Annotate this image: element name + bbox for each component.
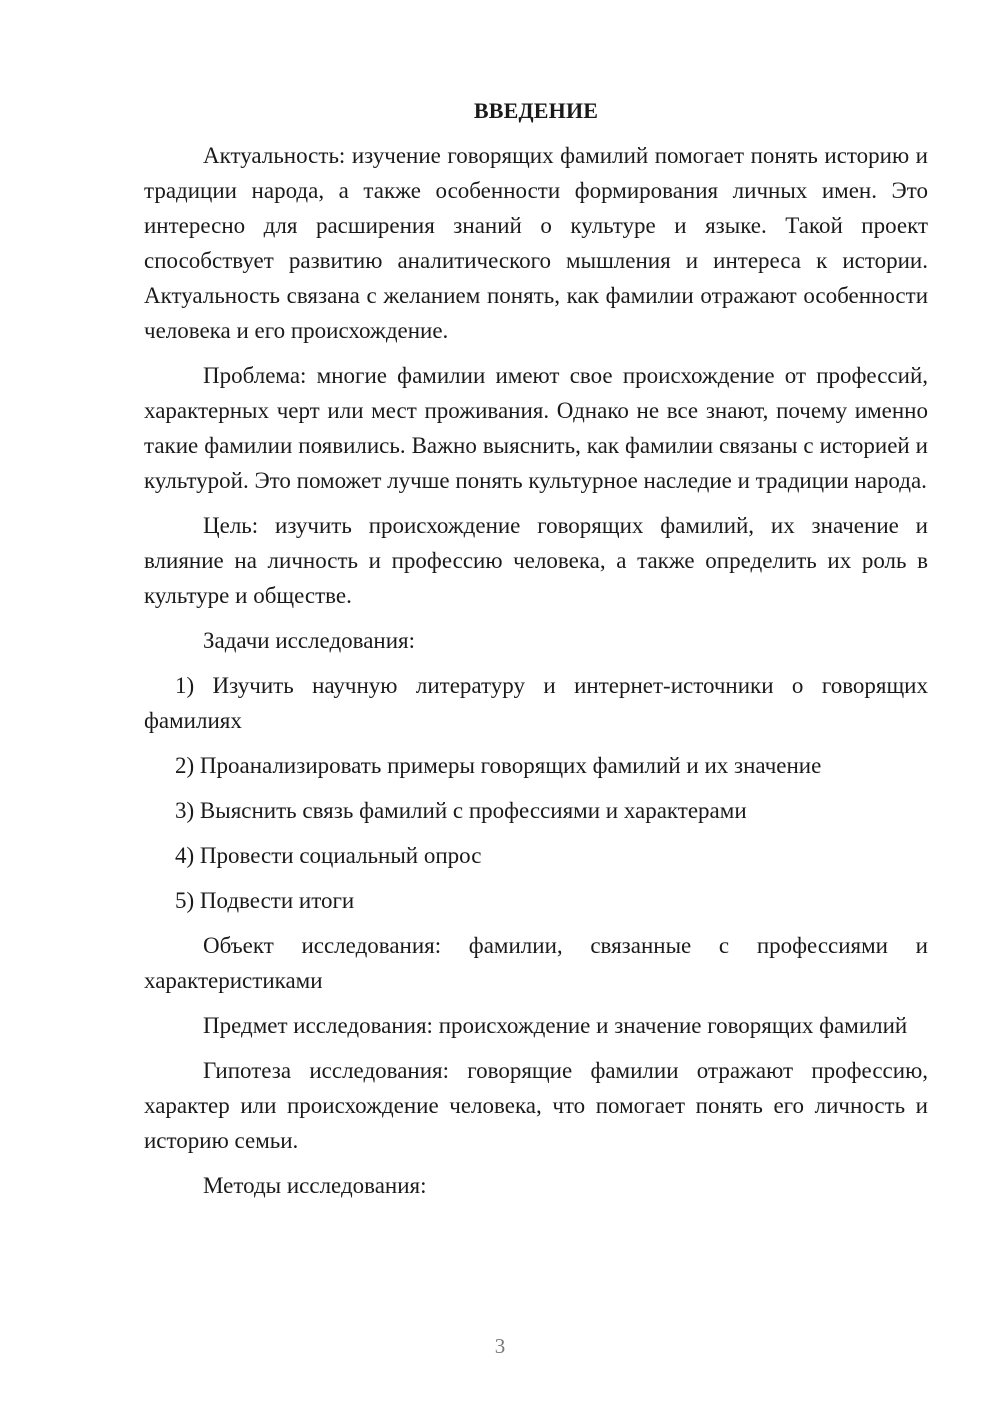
object-paragraph: Объект исследования: фамилии, связанные с профессиями и характеристиками [144, 933, 928, 993]
relevance-paragraph: Актуальность: изучение говорящих фамилий помогает понять историю и традиции народа, а также особенности формирования личных имен. Это интересно для расширения знаний о культуре и языке. Такой проект способствует развитию аналитического мышления и интереса к истории. Актуальность связана с желанием понять, как фамилии отражают особенности человека и его происхождение. [144, 143, 928, 343]
subject-paragraph: Предмет исследования: происхождение и значение говорящих фамилий [203, 1013, 908, 1038]
page-title: ВВЕДЕНИЕ [473, 98, 599, 123]
tasks-heading: Задачи исследования: [203, 628, 416, 653]
page-number: 3 [494, 1334, 506, 1358]
problem-paragraph: Проблема: многие фамилии имеют свое происхождение от профессий, характерных черт или мест проживания. Однако не все знают, почему именно такие фамилии появились. Важно выяснить, как фамилии связаны с историей и культурой. Это поможет лучше понять культурное наследие и традиции народа. [144, 363, 928, 493]
list-item: 2) Проанализировать примеры говорящих фамилий и их значение [175, 753, 822, 778]
tasks-list [144, 668, 928, 918]
hypothesis-paragraph: Гипотеза исследования: говорящие фамилии отражают профессию, характер или происхождение человека, что помогает понять его личность и историю семьи. [144, 1058, 928, 1153]
goal-paragraph: Цель: изучить происхождение говорящих фамилий, их значение и влияние на личность и профессию человека, а также определить их роль в культуре и обществе. [144, 513, 928, 608]
list-item: 5) Подвести итоги [175, 888, 355, 913]
list-item: 1) Изучить научную литературу и интернет-источники о говорящих фамилиях [144, 673, 928, 733]
list-item: 3) Выяснить связь фамилий с профессиями и характерами [175, 798, 747, 823]
list-item: 4) Провести социальный опрос [175, 843, 482, 868]
document-page [144, 96, 928, 1213]
methods-heading: Методы исследования: [203, 1173, 427, 1198]
